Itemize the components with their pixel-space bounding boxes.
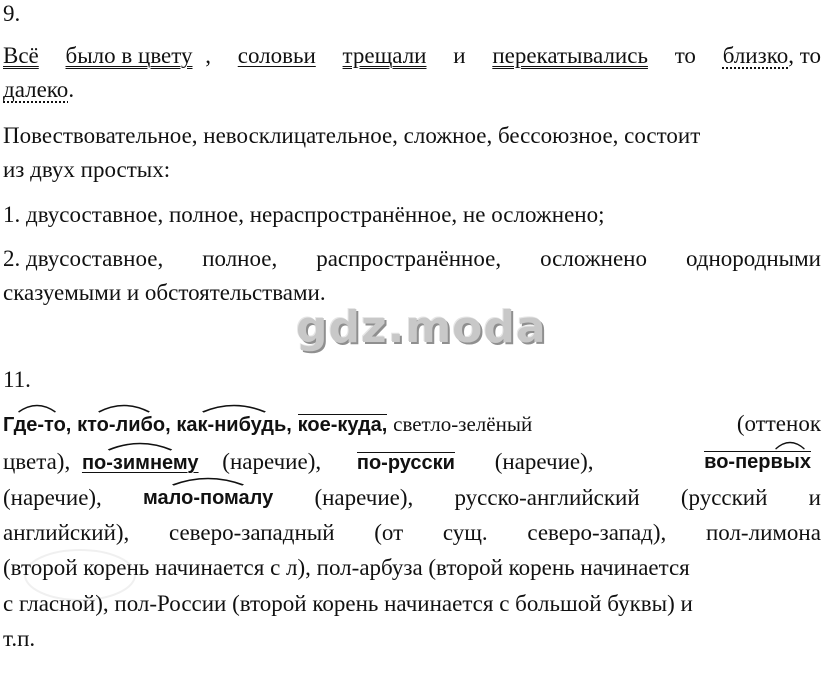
exercise-11-line-2 bbox=[3, 448, 821, 477]
conjunction: и bbox=[453, 43, 466, 68]
morpheme-word bbox=[3, 411, 71, 439]
exercise-11-line-3 bbox=[3, 484, 821, 512]
item-2-word: однородными bbox=[685, 246, 821, 271]
word-kto-libo: кто-либо, bbox=[77, 414, 171, 436]
line-word: (от bbox=[374, 520, 404, 545]
item-2-word: полное, bbox=[202, 246, 278, 271]
predicate-phrase: было в цвету bbox=[65, 43, 193, 68]
punctuation: , bbox=[205, 43, 211, 68]
punctuation-2: , то bbox=[788, 43, 821, 68]
item-2-word: осложнено bbox=[540, 246, 647, 271]
item-2-line-2: сказуемыми и обстоятельствами. bbox=[3, 280, 326, 305]
exercise-9-sentence-line-2 bbox=[3, 76, 74, 104]
exercise-11-line-4 bbox=[3, 519, 821, 547]
word-po-russki: по-русски bbox=[356, 452, 455, 474]
item-1: 1. двусоставное, полное, нераспространённое, не осложнено; bbox=[3, 202, 605, 227]
morpheme-word bbox=[82, 449, 199, 477]
line-word: северо-западный bbox=[168, 520, 335, 545]
line-word: английский), bbox=[3, 520, 130, 545]
word-ottenok: (оттенок bbox=[736, 411, 821, 436]
punctuation-3: . bbox=[68, 77, 75, 102]
word-gde-to: Где-то, bbox=[3, 414, 72, 436]
root-arc-icon bbox=[17, 399, 58, 413]
line-word: пол-лимона bbox=[705, 520, 821, 545]
particle-to: то bbox=[674, 43, 696, 68]
word-narechie: (наречие), bbox=[3, 485, 102, 510]
root-arc-icon bbox=[105, 437, 175, 451]
morpheme-word bbox=[176, 411, 291, 439]
word-svetlo-zeleny: светло-зелёный bbox=[393, 412, 533, 436]
word-po-zimnemu: по-зимнему bbox=[81, 452, 199, 474]
exercise-11-number: 11. bbox=[3, 367, 31, 392]
item-2-word: 2. двусоставное, bbox=[3, 246, 164, 271]
word-narechie: (наречие), bbox=[494, 449, 594, 474]
item-2-word: распространённое, bbox=[316, 246, 502, 271]
description-line-2: из двух простых: bbox=[3, 157, 171, 182]
root-arc-icon bbox=[96, 399, 152, 413]
morpheme-word bbox=[357, 449, 455, 477]
predicate-word-1: трещали bbox=[342, 43, 427, 68]
adverbial-word-1: близко bbox=[722, 43, 789, 68]
faint-stamp-icon bbox=[20, 545, 140, 605]
adverbial-word-2: далеко bbox=[3, 77, 69, 102]
predicate-word-2: перекатывались bbox=[492, 43, 648, 68]
exercise-11-line-6: с гласной), пол-России (второй корень начинается с большой буквы) и bbox=[3, 591, 693, 616]
exercise-9-number: 9. bbox=[3, 1, 21, 26]
line-word: сущ. bbox=[442, 520, 488, 545]
morpheme-word bbox=[298, 411, 388, 439]
word-koe-kuda: кое-куда, bbox=[297, 414, 388, 436]
word-tsveta: цвета), bbox=[3, 449, 71, 474]
description-line-1: Повествовательное, невосклицательное, сложное, бессоюзное, состоит bbox=[3, 123, 701, 148]
morpheme-word bbox=[77, 411, 171, 439]
line-word: (русский bbox=[680, 485, 768, 510]
morpheme-word bbox=[143, 484, 273, 512]
exercise-9-sentence-line-1 bbox=[3, 42, 821, 70]
root-arc-icon bbox=[199, 399, 268, 413]
line-word: русско-английский bbox=[454, 485, 640, 510]
line-word: и bbox=[808, 485, 821, 510]
word-vo-pervyh: во-первых bbox=[704, 451, 811, 473]
subject-word-2: соловьи bbox=[237, 43, 316, 68]
exercise-11-line-5: (второй корень начинается с л), пол-арбуза (второй корень начинается bbox=[3, 555, 690, 580]
exercise-11-line-7: т.п. bbox=[3, 626, 36, 651]
word-narechie: (наречие), bbox=[222, 449, 322, 474]
line-word: северо-запад), bbox=[527, 520, 667, 545]
item-2-line-1 bbox=[3, 245, 821, 273]
word-malo-pomalu: мало-помалу bbox=[143, 487, 274, 509]
watermark-logo: gdz.moda bbox=[296, 302, 547, 353]
subject-word: Всё bbox=[3, 43, 39, 68]
morpheme-word bbox=[704, 448, 811, 476]
line-word: (наречие), bbox=[314, 485, 414, 510]
word-kak-nibud: как-нибудь, bbox=[176, 414, 292, 436]
exercise-11-line-1 bbox=[3, 410, 821, 439]
